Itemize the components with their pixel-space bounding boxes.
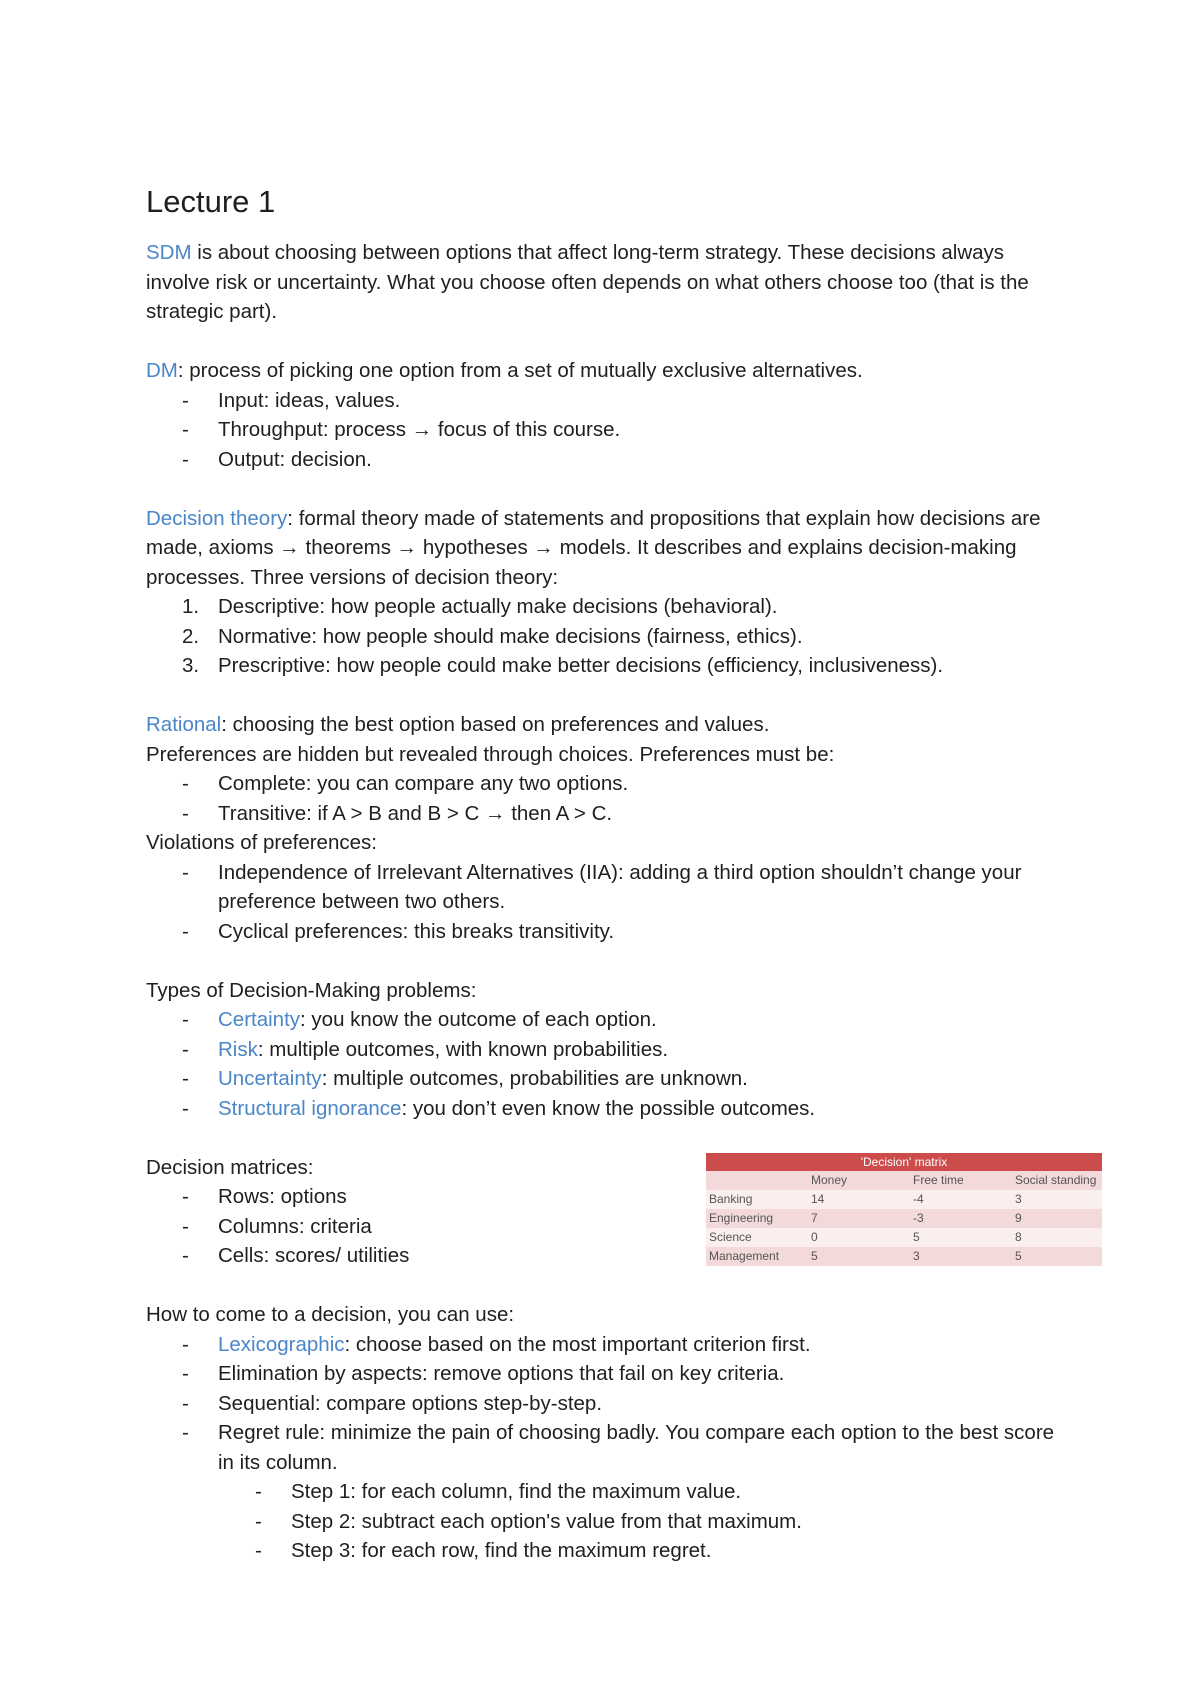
decision-theory-term: Decision theory	[146, 506, 288, 530]
dm-paragraph	[146, 356, 1066, 386]
list-item: - Columns: criteria	[146, 1212, 1066, 1242]
rational-term: Rational	[146, 713, 222, 736]
decision-theory-text: : formal theory made of statements and propositions that explain how decisions are made, axioms → theorems → hypotheses → models. It describes and explains decision-making processes. Three versions of decision theory:	[146, 506, 1041, 589]
table-cell: -4	[910, 1190, 1012, 1209]
dm-list	[146, 386, 1066, 475]
sdm-term: SDM	[146, 241, 192, 264]
list-item: - Uncertainty: multiple outcomes, probabilities are unknown.	[146, 1064, 1066, 1094]
table-cell: Money	[808, 1171, 910, 1190]
sdm-text: is about choosing between options that affect long-term strategy. These decisions always involve risk or uncertainty. What you choose often depends on what others choose too (that is the strategic part).	[146, 241, 1029, 323]
dm-text: : process of picking one option from a set of mutually exclusive alternatives.	[177, 359, 863, 382]
table-cell: 0	[808, 1228, 910, 1247]
bullet-marker: -	[182, 1008, 189, 1031]
list-item: - Cells: scores/ utilities	[146, 1241, 1066, 1271]
bullet-marker: -	[182, 1244, 189, 1267]
list-item: - Sequential: compare options step-by-step.	[146, 1389, 1066, 1419]
bullet-marker: -	[255, 1509, 262, 1533]
list-item: - Certainty: you know the outcome of each option.	[146, 1005, 1066, 1035]
table-row	[706, 1228, 1102, 1247]
list-item: - Elimination by aspects: remove options that fail on key criteria.	[146, 1359, 1066, 1389]
types-list	[146, 1005, 1066, 1123]
list-item: - Regret rule: minimize the pain of choosing badly. You compare each option to the best score in its column.	[146, 1418, 1066, 1477]
list-item: - Step 3: for each row, find the maximum regret.	[146, 1536, 1066, 1566]
document-page	[146, 180, 1097, 1566]
rational-paragraph	[146, 710, 1066, 740]
table-cell: Management	[706, 1247, 808, 1266]
table-row	[706, 1209, 1102, 1228]
dm-term: DM	[146, 359, 178, 382]
bullet-marker: -	[182, 1214, 189, 1238]
bullet-marker: -	[255, 1539, 262, 1562]
list-item: - Lexicographic: choose based on the most important criterion first.	[146, 1330, 1066, 1360]
table-cell: 5	[808, 1247, 910, 1266]
list-item: - Input: ideas, values.	[146, 386, 1066, 416]
list-item: - Step 1: for each column, find the maximum value.	[146, 1477, 1066, 1507]
list-item: 3. Prescriptive: how people could make better decisions (efficiency, inclusiveness).	[146, 651, 1066, 681]
table-row	[706, 1190, 1102, 1209]
table-row	[706, 1247, 1102, 1266]
table-cell: 3	[910, 1247, 1012, 1266]
list-item: - Complete: you can compare any two options.	[146, 769, 1066, 799]
table-cell: Engineering	[706, 1209, 808, 1228]
bullet-marker: -	[255, 1480, 262, 1503]
list-item: - Throughput: process → focus of this course.	[146, 415, 1066, 445]
table-header-row	[706, 1171, 1102, 1190]
preferences-line: Preferences are hidden but revealed through choices. Preferences must be:	[146, 742, 835, 766]
matrices-label: Decision matrices:	[146, 1155, 314, 1179]
types-label: Types of Decision-Making problems:	[146, 978, 477, 1002]
bullet-marker: -	[182, 1185, 189, 1208]
table-cell: 7	[808, 1209, 910, 1228]
list-item: - Rows: options	[146, 1182, 1066, 1212]
bullet-marker: -	[182, 1332, 189, 1356]
preferences-list	[146, 769, 1066, 828]
decision-matrix-table	[706, 1153, 1102, 1266]
table-cell	[706, 1171, 808, 1190]
violations-list	[146, 858, 1066, 947]
bullet-marker: -	[182, 919, 189, 943]
decision-theory-list	[146, 592, 1066, 681]
table-cell: -3	[910, 1209, 1012, 1228]
table-cell: 3	[1012, 1190, 1102, 1209]
list-item: - Transitive: if A > B and B > C → then A > C.	[146, 799, 1066, 829]
rational-text: : choosing the best option based on preferences and values.	[221, 713, 770, 736]
howto-list	[146, 1330, 1066, 1566]
bullet-marker: -	[182, 1037, 189, 1061]
list-item: - Structural ignorance: you don’t even know the possible outcomes.	[146, 1094, 1066, 1124]
matrix-title: 'Decision' matrix	[706, 1153, 1102, 1171]
table-cell: Science	[706, 1228, 808, 1247]
table-cell: 8	[1012, 1228, 1102, 1247]
bullet-marker: -	[182, 1096, 189, 1120]
table-cell: 5	[910, 1228, 1012, 1247]
bullet-marker: -	[182, 447, 189, 471]
list-item: - Independence of Irrelevant Alternatives (IIA): adding a third option shouldn’t change your preference between two others.	[146, 858, 1066, 917]
bullet-marker: -	[182, 772, 189, 795]
table-cell: Social standing	[1012, 1171, 1102, 1190]
table-cell: Free time	[910, 1171, 1012, 1190]
violations-label: Violations of preferences:	[146, 831, 377, 854]
list-item: - Risk: multiple outcomes, with known probabilities.	[146, 1035, 1066, 1065]
list-item: 2. Normative: how people should make decisions (fairness, ethics).	[146, 622, 1066, 652]
table-cell: Banking	[706, 1190, 808, 1209]
howto-label: How to come to a decision, you can use:	[146, 1303, 515, 1326]
table-cell: 14	[808, 1190, 910, 1209]
number-marker: 2.	[182, 624, 200, 648]
list-item: - Output: decision.	[146, 445, 1066, 475]
list-item: - Cyclical preferences: this breaks transitivity.	[146, 917, 1066, 947]
list-item: 1. Descriptive: how people actually make decisions (behavioral).	[146, 592, 1066, 622]
matrices-section	[146, 1153, 1097, 1271]
table-cell: 9	[1012, 1209, 1102, 1228]
page-title: Lecture 1	[146, 184, 276, 219]
table-cell: 5	[1012, 1247, 1102, 1266]
sdm-paragraph	[146, 238, 1066, 327]
number-marker: 3.	[182, 654, 200, 677]
number-marker: 1.	[182, 595, 200, 618]
bullet-marker: -	[182, 1421, 189, 1444]
bullet-marker: -	[182, 388, 189, 412]
decision-theory-paragraph	[146, 504, 1066, 593]
list-item: - Step 2: subtract each option's value from that maximum.	[146, 1507, 1066, 1537]
bullet-marker: -	[182, 1391, 189, 1415]
bullet-marker: -	[182, 1362, 189, 1385]
bullet-marker: -	[182, 418, 189, 441]
bullet-marker: -	[182, 860, 189, 884]
bullet-marker: -	[182, 1067, 189, 1090]
bullet-marker: -	[182, 801, 189, 825]
